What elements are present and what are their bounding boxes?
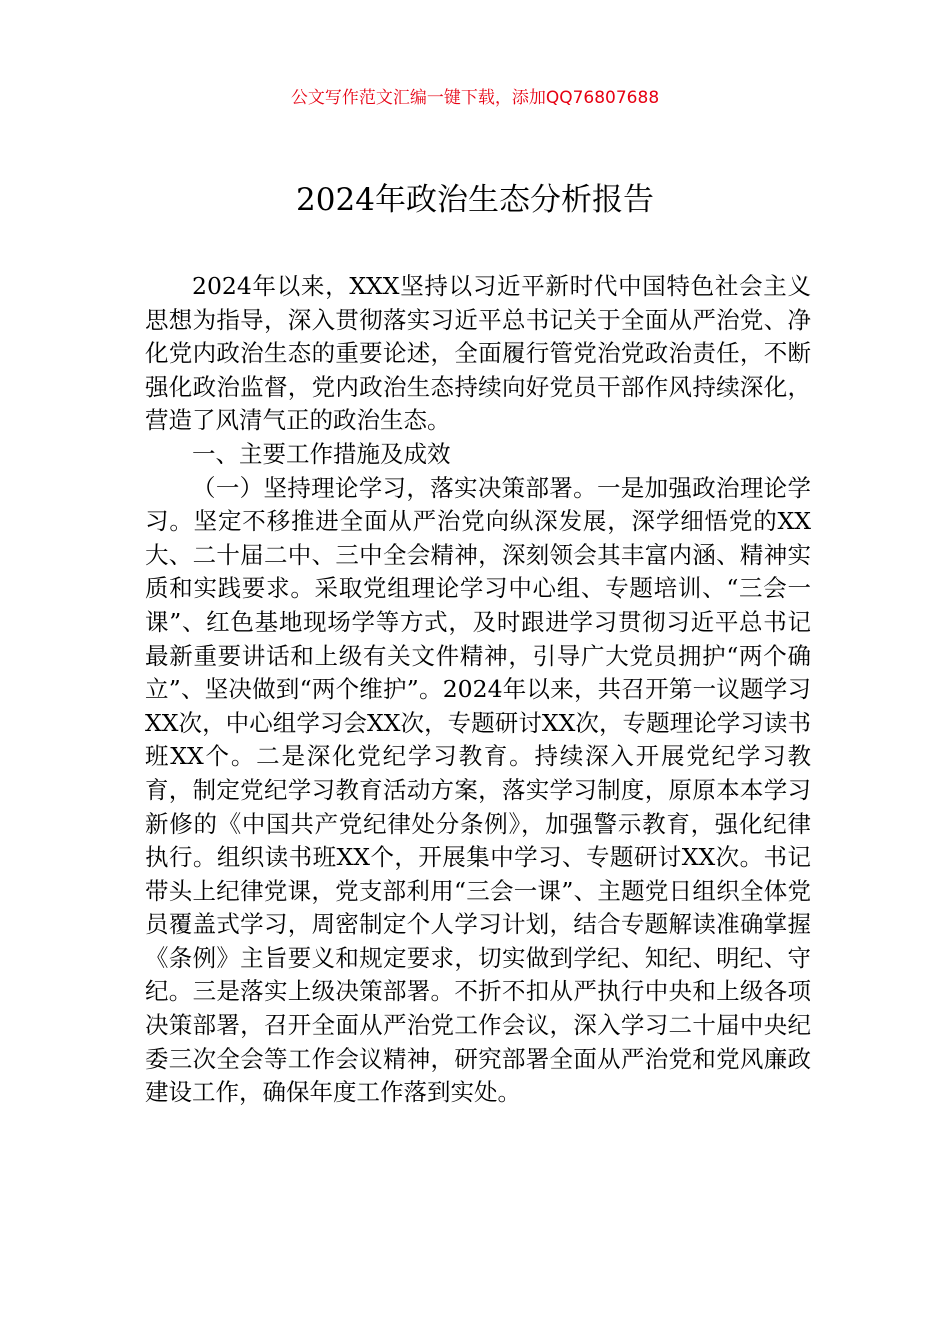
- document-body: [145, 270, 811, 1110]
- promo-banner: 公文写作范文汇编一键下载，添加QQ76807688: [290, 88, 660, 108]
- document-title: 2024年政治生态分析报告: [296, 182, 654, 218]
- section-paragraph: （一）坚持理论学习，落实决策部署。一是加强政治理论学习。坚定不移推进全面从严治党向纵深发展，深学细悟党的XX大、二十届二中、三中全会精神，深刻领会其丰富内涵、精神实质和实践要求。采取党组理论学习中心组、专题培训、“三会一课”、红色基地现场学等方式，及时跟进学习贯彻习近平总书记最新重要讲话和上级有关文件精神，引导广大党员拥护“两个确立”、坚决做到“两个维护”。2024年以来，共召开第一议题学习XX次，中心组学习会XX次，专题研讨XX次，专题理论学习读书班XX个。二是深化党纪学习教育。持续深入开展党纪学习教育，制定党纪学习教育活动方案，落实学习制度，原原本本学习新修的《中国共产党纪律处分条例》，加强警示教育，强化纪律执行。组织读书班XX个，开展集中学习、专题研讨XX次。书记带头上纪律党课，党支部利用“三会一课”、主题党日组织全体党员覆盖式学习，周密制定个人学习计划，结合专题解读准确掌握《条例》主旨要义和规定要求，切实做到学纪、知纪、明纪、守纪。三是落实上级决策部署。不折不扣从严执行中央和上级各项决策部署，召开全面从严治党工作会议，深入学习二十届中央纪委三次全会等工作会议精神，研究部署全面从严治党和党风廉政建设工作，确保年度工作落到实处。: [145, 473, 811, 1107]
- intro-paragraph: 2024年以来，XXX坚持以习近平新时代中国特色社会主义思想为指导，深入贯彻落实习近平总书记关于全面从严治党、净化党内政治生态的重要论述，全面履行管党治党政治责任，不断强化政治监督，党内政治生态持续向好党员干部作风持续深化，营造了风清气正的政治生态。: [145, 272, 811, 435]
- section-heading: 一、主要工作措施及成效: [192, 439, 451, 468]
